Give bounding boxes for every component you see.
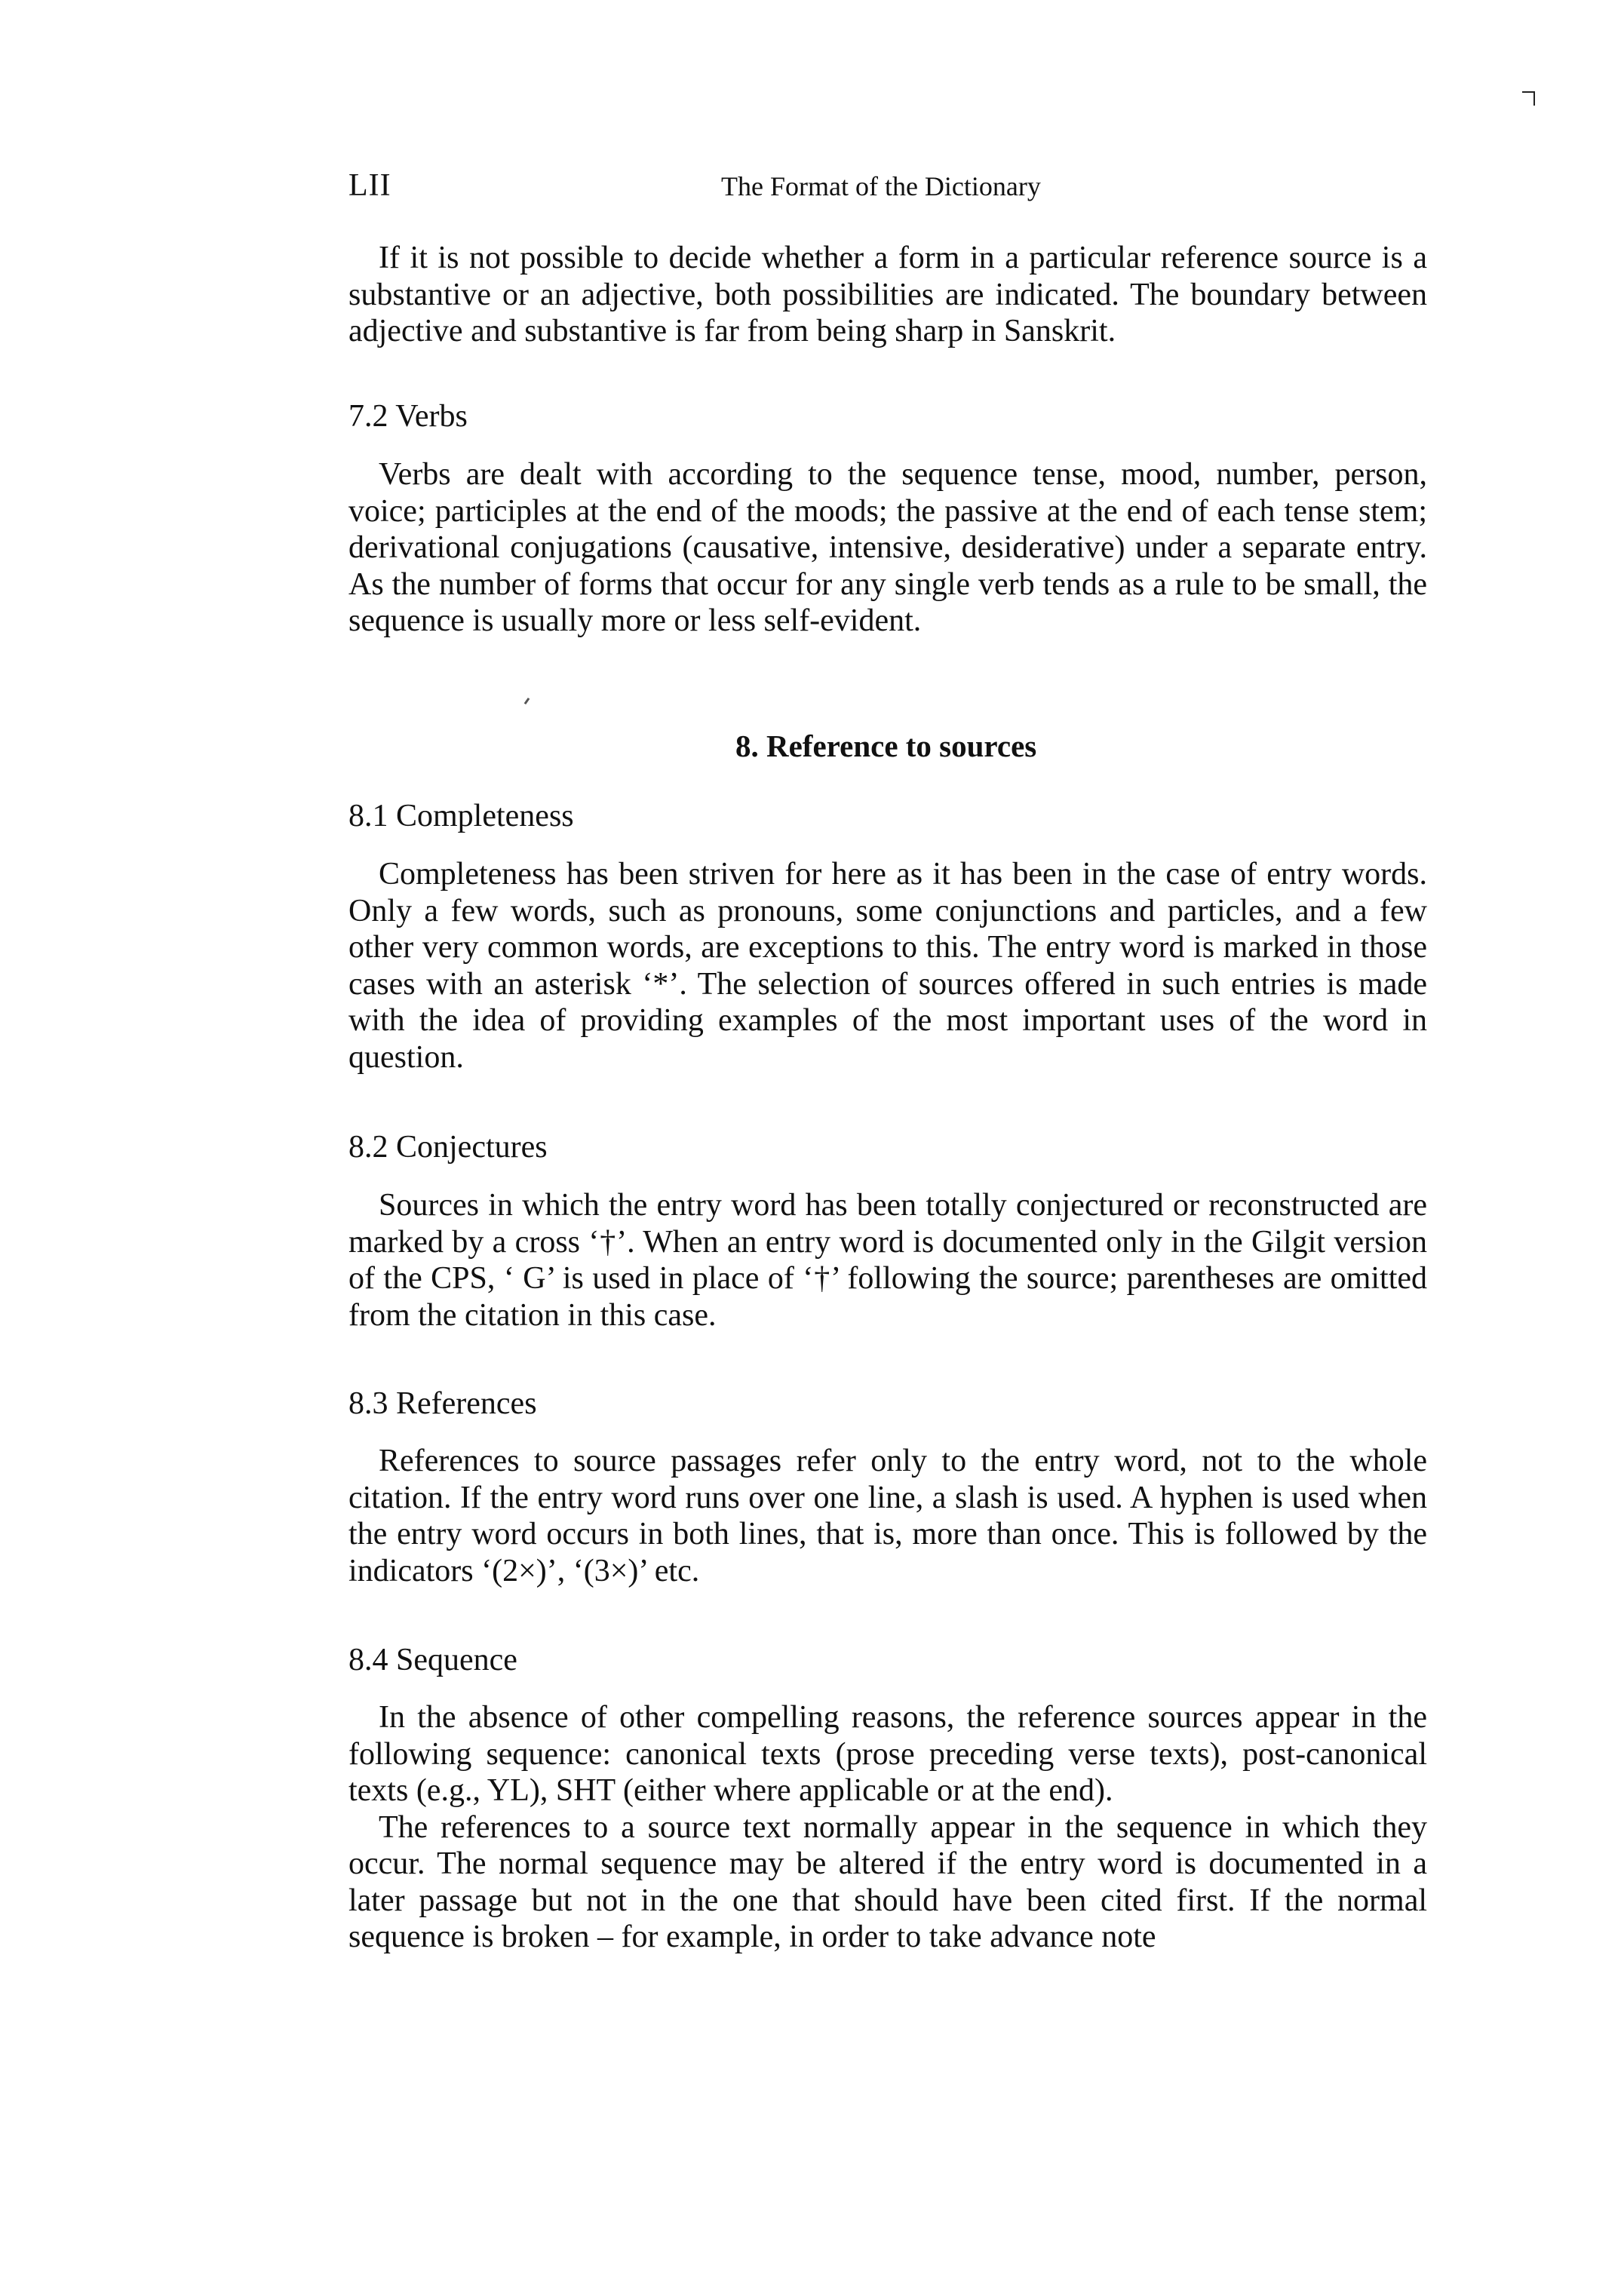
sequence-block <box>348 1699 1427 1956</box>
completeness-heading: 8.1 Completeness <box>348 799 574 833</box>
running-title: The Format of the Dictionary <box>721 171 1041 201</box>
intro-paragraph: If it is not possible to decide whether a form in a particular reference source is a substantive or an adjective, both possibilities are indicated. The boundary between adjective and substantive is far from being sharp in Sanskrit. <box>348 241 1427 348</box>
stray-mark <box>524 698 530 704</box>
corner-crop-mark-icon <box>1521 89 1537 107</box>
references-paragraph: References to source passages refer only to the entry word, not to the whole citation. If the entry word runs over one line, a slash is used. A hyphen is used when the entry word occurs in both lines, that is, more than once. This is followed by the indicators ‘(2×)’, ‘(3×)’ etc. <box>348 1444 1427 1588</box>
page-header <box>348 167 1404 205</box>
sequence-paragraph-2: The references to a source text normally appear in the sequence in which they occur. The normal sequence may be altered if the entry word is documented in a later passage but not in the one that should have been cited first. If the normal sequence is broken – for example, in order to take advance note <box>348 1809 1427 1954</box>
verbs-heading: 7.2 Verbs <box>348 399 468 434</box>
sequence-heading: 8.4 Sequence <box>348 1643 517 1677</box>
completeness-paragraph: Completeness has been striven for here as it has been in the case of entry words. Only a few words, such as pronouns, some conjunctions and particles, and a few other very common words, are exceptions to this. The entry word is marked in those cases with an asterisk ‘*’. The selection of sources offered in such entries is made with the idea of providing examples of the most important uses of the word in question. <box>348 857 1427 1075</box>
page-number: LII <box>348 168 391 203</box>
conjectures-paragraph: Sources in which the entry word has been totally conjectured or reconstructed are marked by a cross ‘†’. When an entry word is documented only in the Gilgit version of the CPS, ‘ G’ is used in place of ‘†’ following the source; parentheses are omitted from the citation in this case. <box>348 1188 1427 1333</box>
verbs-paragraph: Verbs are dealt with according to the sequence tense, mood, number, person, voice; participles at the end of the moods; the passive at the end of each tense stem; derivational conjugations (causative, intensive, desiderative) under a separate entry. As the number of forms that occur for any single verb tends as a rule to be small, the sequence is usually more or less self-evident. <box>348 457 1427 638</box>
verbs-block <box>348 456 1427 640</box>
conjectures-heading: 8.2 Conjectures <box>348 1130 548 1165</box>
references-heading: 8.3 References <box>348 1386 537 1421</box>
intro-paragraph-block <box>348 240 1427 350</box>
sequence-paragraph-1: In the absence of other compelling reasons, the reference sources appear in the following sequence: canonical texts (prose preceding verse texts), post-canonical texts (e.g., YL), SHT (either where applicable or at the end). <box>348 1700 1427 1808</box>
completeness-block <box>348 856 1427 1076</box>
conjectures-block <box>348 1187 1427 1333</box>
section-8-title: 8. Reference to sources <box>735 729 1037 763</box>
references-block <box>348 1443 1427 1589</box>
